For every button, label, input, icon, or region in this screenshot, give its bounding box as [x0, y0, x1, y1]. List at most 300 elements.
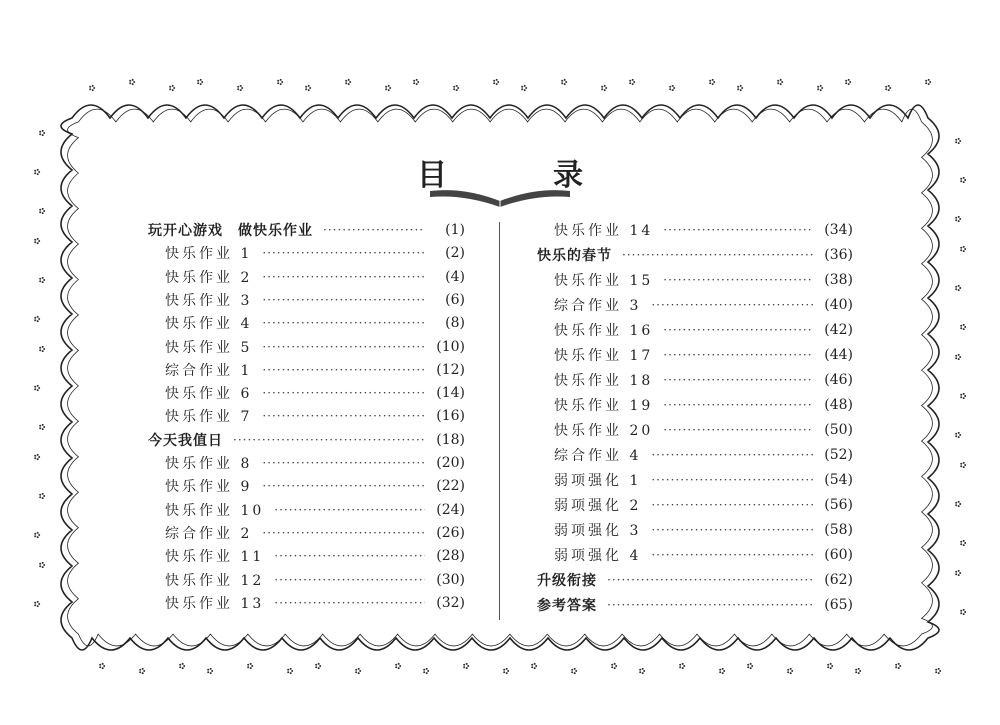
dot-leader: [262, 340, 425, 354]
flower-petal: [169, 88, 171, 90]
flower-petal: [42, 277, 44, 279]
flower-petal: [960, 325, 962, 327]
flower-petal: [92, 85, 94, 87]
flower-petal: [99, 664, 101, 666]
flower-petal: [780, 83, 782, 85]
toc-entry-label: 快乐作业 2: [165, 269, 253, 286]
flower-petal: [183, 665, 185, 667]
flower-petal: [467, 665, 469, 667]
flower-petal: [43, 210, 45, 212]
toc-entry[interactable]: [165, 336, 465, 358]
flower-petal: [531, 664, 533, 666]
flower-petal: [496, 79, 498, 81]
flower-petal: [39, 133, 41, 135]
flower-petal: [34, 604, 36, 606]
flower-petal: [601, 88, 603, 90]
toc-entry[interactable]: [537, 594, 853, 616]
flower-petal: [305, 86, 307, 88]
flower-petal: [672, 89, 674, 91]
flower-petal: [182, 667, 184, 669]
flower-petal: [385, 86, 387, 88]
flower-petal: [955, 217, 957, 219]
flower-petal: [958, 570, 960, 572]
toc-entry[interactable]: [554, 369, 853, 391]
flower-petal: [251, 665, 253, 667]
toc-entry[interactable]: [537, 244, 853, 266]
dot-leader: [663, 223, 813, 237]
flower-petal: [277, 80, 279, 82]
toc-entry-label: 综合作业 4: [554, 448, 642, 464]
flower-petal: [129, 80, 131, 82]
toc-entry[interactable]: [554, 294, 853, 316]
flower-petal: [416, 83, 418, 85]
toc-entry[interactable]: [554, 494, 853, 516]
flower-petal: [453, 88, 455, 90]
flower-petal: [99, 666, 101, 668]
flower-petal: [42, 562, 44, 564]
toc-entry[interactable]: [165, 499, 465, 521]
flower-petal: [416, 79, 418, 81]
flower-petal: [507, 670, 509, 672]
flower-petal: [781, 81, 783, 83]
flower-petal: [466, 663, 468, 665]
dot-leader: [274, 596, 425, 610]
toc-entry[interactable]: [554, 544, 853, 566]
dot-leader: [607, 598, 813, 612]
flower-petal: [398, 667, 400, 669]
flower-petal: [210, 668, 212, 670]
dot-leader: [262, 386, 425, 400]
flower-petal: [250, 663, 252, 665]
flower-petal: [142, 672, 144, 674]
flower-petal: [574, 672, 576, 674]
flower-petal: [632, 79, 634, 81]
flower-petal: [497, 81, 499, 83]
flower-petal: [42, 428, 44, 430]
flower-petal: [669, 86, 671, 88]
flower-petal: [453, 86, 455, 88]
flower-petal: [960, 463, 962, 465]
toc-page-number: (18): [436, 431, 465, 448]
flower-petal: [525, 87, 527, 89]
flower-petal: [463, 666, 465, 668]
flower-petal: [959, 503, 961, 505]
flower-petal: [34, 602, 36, 604]
flower-petal: [42, 424, 44, 426]
flower-petal: [709, 80, 711, 82]
dot-leader: [323, 223, 425, 237]
page-title: 目 录: [417, 158, 621, 193]
flower-petal: [34, 457, 36, 459]
flower-petal: [888, 85, 890, 87]
flower-petal: [639, 669, 641, 671]
toc-entry[interactable]: [165, 382, 465, 404]
flower-petal: [287, 669, 289, 671]
toc-page-number: (2): [445, 245, 465, 262]
flower-petal: [964, 326, 966, 328]
toc-entry[interactable]: [148, 219, 465, 241]
flower-petal: [34, 388, 36, 390]
dot-leader: [651, 473, 813, 487]
flower-petal: [389, 87, 391, 89]
toc-page-number: (58): [824, 522, 853, 538]
flower-petal: [821, 87, 823, 89]
flower-petal: [817, 86, 819, 88]
flower-petal: [132, 83, 134, 85]
flower-petal: [963, 613, 965, 615]
flower-petal: [395, 664, 397, 666]
flower-petal: [955, 355, 957, 357]
flower-petal: [524, 89, 526, 91]
flower-petal: [895, 664, 897, 666]
flower-petal: [413, 82, 415, 84]
dot-leader: [274, 503, 425, 517]
flower-petal: [642, 672, 644, 674]
flower-petal: [39, 347, 41, 349]
flower-petal: [960, 543, 962, 545]
flower-petal: [959, 434, 961, 436]
toc-entry[interactable]: [554, 444, 853, 466]
flower-petal: [849, 81, 851, 83]
flower-petal: [493, 80, 495, 82]
flower-petal: [172, 89, 174, 91]
flower-petal: [960, 396, 962, 398]
flower-petal: [38, 603, 40, 605]
flower-petal: [318, 663, 320, 665]
dot-leader: [663, 348, 813, 362]
flower-petal: [963, 397, 965, 399]
flower-petal: [935, 669, 937, 671]
dot-leader: [262, 316, 425, 330]
flower-petal: [898, 667, 900, 669]
flower-petal: [524, 85, 526, 87]
flower-petal: [179, 666, 181, 668]
toc-page-number: (26): [436, 524, 465, 541]
flower-petal: [133, 81, 135, 83]
flower-petal: [960, 247, 962, 249]
toc-page-number: (8): [445, 315, 465, 332]
toc-page-number: (56): [824, 497, 853, 513]
flower-petal: [604, 89, 606, 91]
flower-petal: [935, 671, 937, 673]
flower-petal: [211, 670, 213, 672]
flower-petal: [780, 79, 782, 81]
flower-petal: [960, 465, 962, 467]
toc-entry[interactable]: [165, 312, 465, 334]
toc-page-number: (62): [824, 572, 853, 588]
toc-page-number: (50): [824, 422, 853, 438]
toc-entry[interactable]: [165, 592, 465, 614]
toc-entry[interactable]: [165, 475, 465, 497]
toc-entry[interactable]: [165, 545, 465, 567]
toc-entry-label: 快乐作业 1: [165, 246, 253, 263]
flower-petal: [747, 666, 749, 668]
flower-petal: [939, 670, 941, 672]
toc-entry-label: 综合作业 3: [554, 298, 642, 314]
toc-entry[interactable]: [554, 469, 853, 491]
flower-petal: [182, 663, 184, 665]
flower-petal: [348, 79, 350, 81]
flower-petal: [928, 83, 930, 85]
toc-entry-label: 快乐作业 19: [554, 398, 654, 414]
flower-petal: [43, 279, 45, 281]
flower-petal: [719, 669, 721, 671]
flower-petal: [642, 668, 644, 670]
flower-petal: [93, 87, 95, 89]
flower-petal: [960, 394, 962, 396]
toc-entry-label: 综合作业 1: [165, 362, 253, 379]
flower-petal: [358, 668, 360, 670]
flower-petal: [388, 85, 390, 87]
flower-petal: [348, 83, 350, 85]
flower-petal: [395, 666, 397, 668]
toc-page-number: (30): [436, 571, 465, 588]
toc-entry[interactable]: [165, 266, 465, 288]
toc-entry[interactable]: [554, 344, 853, 366]
flower-petal: [632, 83, 634, 85]
flower-petal: [709, 82, 711, 84]
dot-leader: [651, 523, 813, 537]
flower-petal: [34, 533, 36, 535]
toc-entry-label: 综合作业 2: [165, 525, 253, 542]
flower-petal: [858, 672, 860, 674]
flower-petal: [531, 666, 533, 668]
toc-entry-label: 快乐作业 5: [165, 339, 253, 356]
flower-petal: [629, 82, 631, 84]
flower-petal: [197, 80, 199, 82]
toc-entry-label: 弱项强化 2: [554, 498, 642, 514]
flower-petal: [345, 82, 347, 84]
flower-petal: [535, 665, 537, 667]
flower-petal: [955, 288, 957, 290]
flower-petal: [855, 671, 857, 673]
flower-petal: [34, 319, 36, 321]
flower-petal: [308, 89, 310, 91]
toc-entry-label: 快乐作业 12: [165, 572, 265, 589]
flower-petal: [571, 669, 573, 671]
toc-entry[interactable]: [554, 419, 853, 441]
flower-petal: [958, 354, 960, 356]
flower-petal: [964, 248, 966, 250]
flower-petal: [964, 464, 966, 466]
flower-petal: [463, 664, 465, 666]
flower-petal: [963, 540, 965, 542]
flower-petal: [750, 663, 752, 665]
flower-petal: [848, 83, 850, 85]
flower-petal: [42, 566, 44, 568]
flower-petal: [426, 672, 428, 674]
flower-petal: [830, 663, 832, 665]
flower-petal: [534, 667, 536, 669]
flower-petal: [830, 667, 832, 669]
flower-petal: [34, 455, 36, 457]
flower-petal: [938, 668, 940, 670]
flower-petal: [958, 505, 960, 507]
flower-petal: [964, 611, 966, 613]
flower-petal: [959, 287, 961, 289]
flower-petal: [34, 239, 36, 241]
flower-petal: [615, 665, 617, 667]
flower-petal: [639, 671, 641, 673]
flower-petal: [955, 219, 957, 221]
flower-petal: [102, 667, 104, 669]
flower-petal: [722, 668, 724, 670]
dot-leader: [262, 246, 425, 260]
flower-petal: [713, 81, 715, 83]
flower-petal: [831, 665, 833, 667]
flower-petal: [955, 286, 957, 288]
toc-entry[interactable]: [554, 219, 853, 241]
flower-petal: [820, 89, 822, 91]
flower-petal: [37, 238, 39, 240]
flower-petal: [820, 85, 822, 87]
toc-page-number: (60): [824, 547, 853, 563]
dot-leader: [262, 526, 425, 540]
flower-petal: [960, 612, 962, 614]
toc-entry-label: 快乐作业 13: [165, 595, 265, 612]
dot-leader: [274, 549, 425, 563]
toc-section-title: 今天我值日: [148, 432, 223, 449]
toc-entry[interactable]: [165, 242, 465, 264]
toc-entry[interactable]: [554, 394, 853, 416]
toc-entry[interactable]: [165, 452, 465, 474]
toc-entry[interactable]: [165, 405, 465, 427]
toc-entry[interactable]: [165, 289, 465, 311]
toc-page-number: (4): [445, 268, 465, 285]
toc-entry-label: 弱项强化 1: [554, 473, 642, 489]
flower-petal: [955, 141, 957, 143]
toc-page-number: (24): [436, 501, 465, 518]
flower-petal: [958, 358, 960, 360]
toc-entry[interactable]: [165, 359, 465, 381]
flower-petal: [963, 328, 965, 330]
flower-petal: [925, 82, 927, 84]
toc-entry[interactable]: [165, 522, 465, 544]
toc-page-number: (12): [436, 361, 465, 378]
flower-petal: [37, 458, 39, 460]
dot-leader: [663, 423, 813, 437]
toc-entry-label: 快乐作业 8: [165, 456, 253, 472]
flower-petal: [929, 81, 931, 83]
flower-petal: [240, 89, 242, 91]
flower-petal: [859, 670, 861, 672]
flower-petal: [750, 667, 752, 669]
flower-petal: [319, 665, 321, 667]
flower-petal: [827, 664, 829, 666]
flower-petal: [318, 667, 320, 669]
flower-petal: [963, 609, 965, 611]
toc-entry-label: 快乐作业 3: [165, 292, 253, 309]
flower-petal: [889, 87, 891, 89]
flower-petal: [92, 89, 94, 91]
flower-petal: [42, 497, 44, 499]
toc-entry[interactable]: [554, 519, 853, 541]
toc-page-number: (6): [445, 291, 465, 308]
toc-section-title: 玩开心游戏 做快乐作业: [148, 223, 313, 239]
flower-petal: [611, 664, 613, 666]
toc-page-number: (54): [824, 472, 853, 488]
flower-petal: [960, 610, 962, 612]
flower-petal: [305, 88, 307, 90]
toc-entry-label: 弱项强化 4: [554, 548, 642, 564]
flower-petal: [787, 671, 789, 673]
flower-petal: [247, 666, 249, 668]
flower-petal: [898, 663, 900, 665]
toc-page-number: (46): [824, 372, 853, 388]
flower-petal: [39, 131, 41, 133]
flower-petal: [963, 466, 965, 468]
flower-petal: [39, 280, 41, 282]
toc-page-number: (42): [824, 322, 853, 338]
flower-petal: [237, 86, 239, 88]
flower-petal: [723, 670, 725, 672]
toc-page-number: (10): [436, 338, 465, 355]
dot-leader: [651, 298, 813, 312]
toc-page-number: (48): [824, 397, 853, 413]
open-book-icon: [428, 185, 572, 209]
flower-petal: [290, 668, 292, 670]
flower-petal: [955, 573, 957, 575]
toc-entry-label: 快乐作业 11: [165, 549, 265, 566]
dot-leader: [262, 363, 425, 377]
toc-page-number: (38): [824, 272, 853, 288]
toc-entry[interactable]: [165, 569, 465, 591]
flower-petal: [611, 666, 613, 668]
toc-page-number: (32): [436, 594, 465, 611]
dot-leader: [233, 433, 425, 447]
flower-petal: [355, 671, 357, 673]
toc-entry-label: 弱项强化 3: [554, 523, 642, 539]
flower-petal: [643, 670, 645, 672]
flower-petal: [290, 672, 292, 674]
flower-petal: [534, 663, 536, 665]
flower-petal: [43, 348, 45, 350]
column-divider: [499, 222, 500, 620]
flower-petal: [426, 668, 428, 670]
flower-petal: [399, 665, 401, 667]
flower-petal: [37, 532, 39, 534]
flower-petal: [963, 246, 965, 248]
flower-petal: [614, 663, 616, 665]
flower-petal: [848, 79, 850, 81]
flower-petal: [503, 671, 505, 673]
toc-entry[interactable]: [554, 319, 853, 341]
toc-page-number: (36): [824, 247, 853, 263]
toc-section-title: 升级衔接: [537, 573, 597, 589]
flower-petal: [39, 565, 41, 567]
flower-petal: [388, 89, 390, 91]
flower-petal: [564, 79, 566, 81]
flower-petal: [963, 324, 965, 326]
toc-entry[interactable]: [554, 269, 853, 291]
flower-petal: [827, 666, 829, 668]
flower-petal: [89, 88, 91, 90]
flower-petal: [858, 668, 860, 670]
flower-petal: [963, 250, 965, 252]
toc-entry[interactable]: [148, 429, 465, 451]
toc-entry-label: 快乐作业 20: [554, 423, 654, 439]
flower-petal: [132, 79, 134, 81]
flower-petal: [359, 670, 361, 672]
dot-leader: [663, 398, 813, 412]
flower-petal: [34, 386, 36, 388]
flower-petal: [139, 671, 141, 673]
flower-petal: [960, 541, 962, 543]
flower-petal: [958, 220, 960, 222]
toc-entry[interactable]: [537, 569, 853, 591]
flower-petal: [39, 209, 41, 211]
flower-petal: [200, 79, 202, 81]
